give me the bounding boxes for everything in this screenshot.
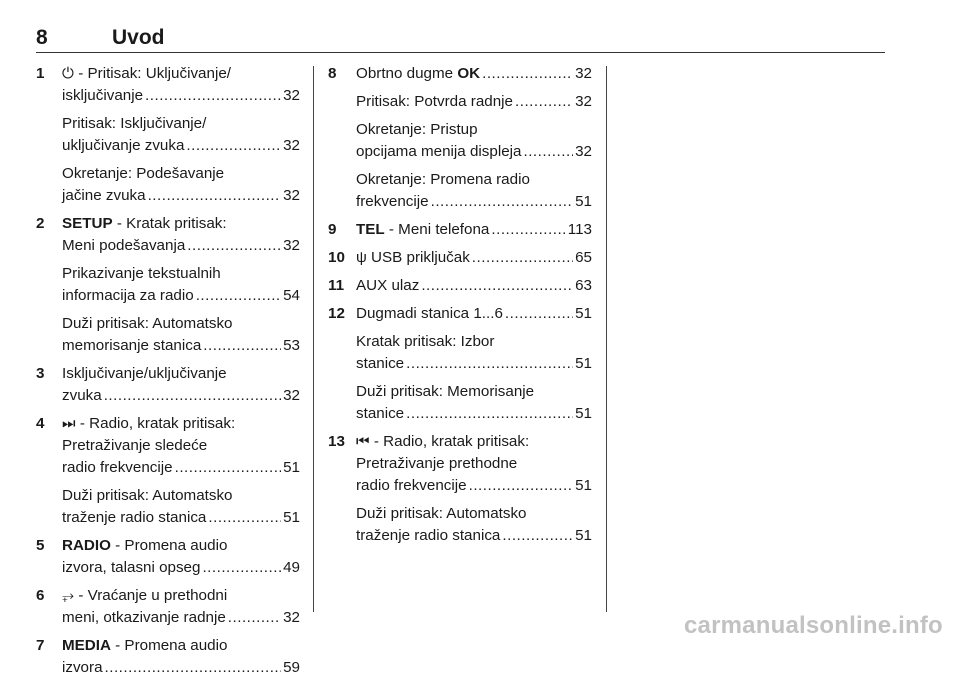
page-ref: 32 (575, 65, 592, 82)
entry-head (356, 275, 592, 297)
dot-leader (208, 507, 281, 529)
entry-head-text: Isključivanje/uključivanje (62, 365, 227, 382)
entry-sub (62, 113, 300, 157)
page-ref: 51 (575, 477, 592, 494)
toc-line (356, 275, 592, 297)
toc-line (62, 657, 300, 679)
entry-text-line: Okretanje: Pristup (356, 121, 478, 138)
entry-head-text: - Pritisak: Uključivanje/ (74, 65, 231, 82)
entry-sub (62, 313, 300, 357)
usb-icon: ψ (356, 249, 367, 266)
header-rule (36, 52, 885, 53)
entry-text: uključivanje zvuka (62, 137, 185, 154)
entry-head (356, 303, 592, 325)
dot-leader (491, 219, 565, 241)
entry-number: 4 (36, 415, 45, 432)
entry-head (356, 431, 592, 497)
entry-head-text: - Kratak pritisak: (112, 215, 227, 232)
entry-number: 9 (328, 221, 337, 238)
toc-line (356, 219, 592, 241)
dot-leader (145, 85, 281, 107)
entry-text: isključivanje (62, 87, 144, 104)
toc-entry (330, 303, 592, 425)
entry-text-line: Duži pritisak: Automatsko (62, 487, 233, 504)
toc-line (62, 135, 300, 157)
dot-leader (175, 457, 282, 479)
toc-line (62, 185, 300, 207)
page-ref: 59 (283, 659, 300, 676)
entry-head-line (62, 63, 300, 85)
toc-entry (330, 431, 592, 547)
entry-text: Meni podešavanja (62, 237, 186, 254)
dot-leader (523, 141, 573, 163)
toc-line (356, 191, 592, 213)
entry-text: radio frekvencije (62, 459, 173, 476)
toc-line (62, 385, 300, 407)
entry-head-line (356, 431, 592, 453)
entry-text: stanice (356, 405, 405, 422)
page-ref: 49 (283, 559, 300, 576)
page-ref: 32 (575, 143, 592, 160)
entry-head-text: - Promena audio (110, 537, 228, 554)
entry-text-line: Pretraživanje sledeće (62, 437, 208, 454)
dot-leader (196, 285, 281, 307)
page-ref: 65 (575, 249, 592, 266)
dot-leader (148, 185, 282, 207)
entry-head (356, 219, 592, 241)
key-label: RADIO (62, 537, 111, 554)
toc-line (62, 285, 300, 307)
dot-leader (186, 135, 281, 157)
entry-number: 8 (328, 65, 337, 82)
page-ref: 32 (575, 93, 592, 110)
entry-head-line (62, 535, 300, 557)
entry-text: frekvencije (356, 193, 429, 210)
entry-sub (62, 263, 300, 307)
entry-text: izvora (62, 659, 103, 676)
entry-head-line (62, 635, 300, 657)
dot-leader (406, 353, 573, 375)
entry-number: 13 (328, 433, 345, 450)
toc-entry (36, 535, 300, 579)
toc-entry (36, 213, 300, 357)
entry-text: jačine zvuka (62, 187, 146, 204)
entry-number: 10 (328, 249, 345, 266)
dot-leader (515, 91, 573, 113)
page-header (36, 26, 885, 52)
entry-number: 5 (36, 537, 45, 554)
toc-line (356, 247, 592, 269)
toc-entry (36, 363, 300, 407)
dot-leader (472, 247, 573, 269)
entry-text: Pritisak: Potvrda radnje (356, 93, 514, 110)
entry-head-text: Dugmadi stanica 1...6 (356, 305, 503, 322)
dot-leader (482, 63, 573, 85)
entry-head (62, 413, 300, 479)
entry-head (356, 247, 592, 269)
dot-leader (105, 657, 282, 679)
entry-text-line: Okretanje: Podešavanje (62, 165, 225, 182)
dot-leader (505, 303, 573, 325)
entry-number: 11 (328, 277, 345, 294)
middle-column (330, 63, 592, 553)
entry-text: meni, otkazivanje radnje (62, 609, 226, 626)
entry-number: 1 (36, 65, 45, 82)
entry-head-text: Obrtno dugme (356, 65, 458, 82)
dot-leader (203, 335, 281, 357)
toc-entry (330, 219, 592, 241)
entry-head (62, 63, 300, 107)
toc-line (62, 557, 300, 579)
back-icon: ⥅ (62, 587, 75, 604)
dot-leader (421, 275, 573, 297)
entry-sub (356, 503, 592, 547)
entry-head-text: AUX ulaz (356, 277, 420, 294)
dot-leader (469, 475, 574, 497)
entry-head-text: - Vraćanje u prethodni (74, 587, 228, 604)
page-ref: 113 (567, 221, 592, 238)
page-ref: 51 (283, 459, 300, 476)
entry-text: radio frekvencije (356, 477, 467, 494)
entry-text: traženje radio stanica (356, 527, 501, 544)
toc-line (62, 457, 300, 479)
entry-sub (62, 163, 300, 207)
entry-text (356, 63, 480, 85)
page-ref: 63 (575, 277, 592, 294)
entry-head (62, 585, 300, 629)
entry-head-line (62, 213, 300, 235)
entry-text-line: Duži pritisak: Automatsko (356, 505, 527, 522)
entry-sub (356, 91, 592, 113)
chapter-title: Uvod (112, 26, 165, 49)
toc-line (356, 403, 592, 425)
entry-sub (356, 381, 592, 425)
entry-head-line (62, 363, 300, 385)
toc-line (356, 91, 592, 113)
entry-text-line: Prikazivanje tekstualnih (62, 265, 221, 282)
toc-entry (36, 413, 300, 529)
entry-number: 3 (36, 365, 45, 382)
entry-text-line: Kratak pritisak: Izbor (356, 333, 495, 350)
page-ref: 51 (575, 405, 592, 422)
entry-text (356, 275, 419, 297)
page-ref: 32 (283, 237, 300, 254)
entry-text: opcijama menija displeja (356, 143, 522, 160)
page-number: 8 (36, 26, 48, 49)
toc-line (62, 335, 300, 357)
toc-line (62, 507, 300, 529)
skip-previous-icon: ⏮ (356, 433, 370, 450)
entry-number: 7 (36, 637, 45, 654)
toc-line (356, 63, 592, 85)
page-ref: 54 (283, 287, 300, 304)
dot-leader (406, 403, 573, 425)
toc-line (356, 353, 592, 375)
entry-number: 6 (36, 587, 45, 604)
page-ref: 53 (283, 337, 300, 354)
entry-head-text: - Meni telefona (384, 221, 490, 238)
entry-number: 2 (36, 215, 45, 232)
page-ref: 32 (283, 187, 300, 204)
page-ref: 32 (283, 137, 300, 154)
entry-head-line (62, 413, 300, 435)
entry-text: memorisanje stanica (62, 337, 202, 354)
skip-next-icon: ⏭ (62, 415, 76, 432)
dot-leader (431, 191, 574, 213)
page-ref: 32 (283, 609, 300, 626)
entry-text: informacija za radio (62, 287, 194, 304)
entry-text: stanice (356, 355, 405, 372)
entry-text-line: Okretanje: Promena radio (356, 171, 530, 188)
entry-text-line: Duži pritisak: Automatsko (62, 315, 233, 332)
entry-head-line (62, 585, 300, 607)
dot-leader (202, 557, 281, 579)
toc-entry (330, 63, 592, 213)
entry-head-text: - Radio, kratak pritisak: (75, 415, 236, 432)
toc-line (62, 235, 300, 257)
column-divider-1 (313, 66, 314, 612)
entry-text: izvora, talasni opseg (62, 559, 201, 576)
page-ref: 51 (575, 305, 592, 322)
dot-leader (502, 525, 573, 547)
page-ref: 51 (575, 193, 592, 210)
toc-entry (330, 247, 592, 269)
page-ref: 32 (283, 87, 300, 104)
entry-head (62, 363, 300, 407)
key-label: OK (457, 65, 481, 82)
power-icon: ⏻ (62, 65, 75, 82)
page-ref: 51 (575, 527, 592, 544)
entry-text-line: Duži pritisak: Memorisanje (356, 383, 535, 400)
toc-line (356, 141, 592, 163)
entry-text (356, 247, 470, 269)
entry-head (356, 63, 592, 85)
dot-leader (187, 235, 281, 257)
entry-text-line: Pretraživanje prethodne (356, 455, 518, 472)
key-label: MEDIA (62, 637, 111, 654)
toc-entry (330, 275, 592, 297)
dot-leader (228, 607, 281, 629)
entry-sub (356, 119, 592, 163)
dot-leader (104, 385, 281, 407)
toc-entry (36, 585, 300, 629)
toc-line (62, 85, 300, 107)
entry-sub (356, 331, 592, 375)
key-label: TEL (356, 221, 385, 238)
entry-number: 12 (328, 305, 345, 322)
entry-text-line: Pritisak: Isključivanje/ (62, 115, 207, 132)
entry-sub (356, 169, 592, 213)
key-label: SETUP (62, 215, 113, 232)
entry-text (356, 219, 489, 241)
entry-text: traženje radio stanica (62, 509, 207, 526)
toc-line (356, 525, 592, 547)
column-divider-2 (606, 66, 607, 612)
entry-head (62, 213, 300, 257)
entry-head-text: USB priključak (366, 249, 470, 266)
entry-text (356, 303, 503, 325)
toc-line (356, 303, 592, 325)
left-column (36, 63, 300, 685)
toc-line (356, 475, 592, 497)
entry-text: zvuka (62, 387, 102, 404)
entry-sub (62, 485, 300, 529)
entry-head (62, 535, 300, 579)
toc-entry (36, 63, 300, 207)
page-ref: 32 (283, 387, 300, 404)
entry-head-text: - Promena audio (110, 637, 228, 654)
page-ref: 51 (283, 509, 300, 526)
entry-head-text: - Radio, kratak pritisak: (369, 433, 530, 450)
toc-line (62, 607, 300, 629)
page-ref: 51 (575, 355, 592, 372)
watermark: carmanualsonline.info (684, 612, 943, 639)
